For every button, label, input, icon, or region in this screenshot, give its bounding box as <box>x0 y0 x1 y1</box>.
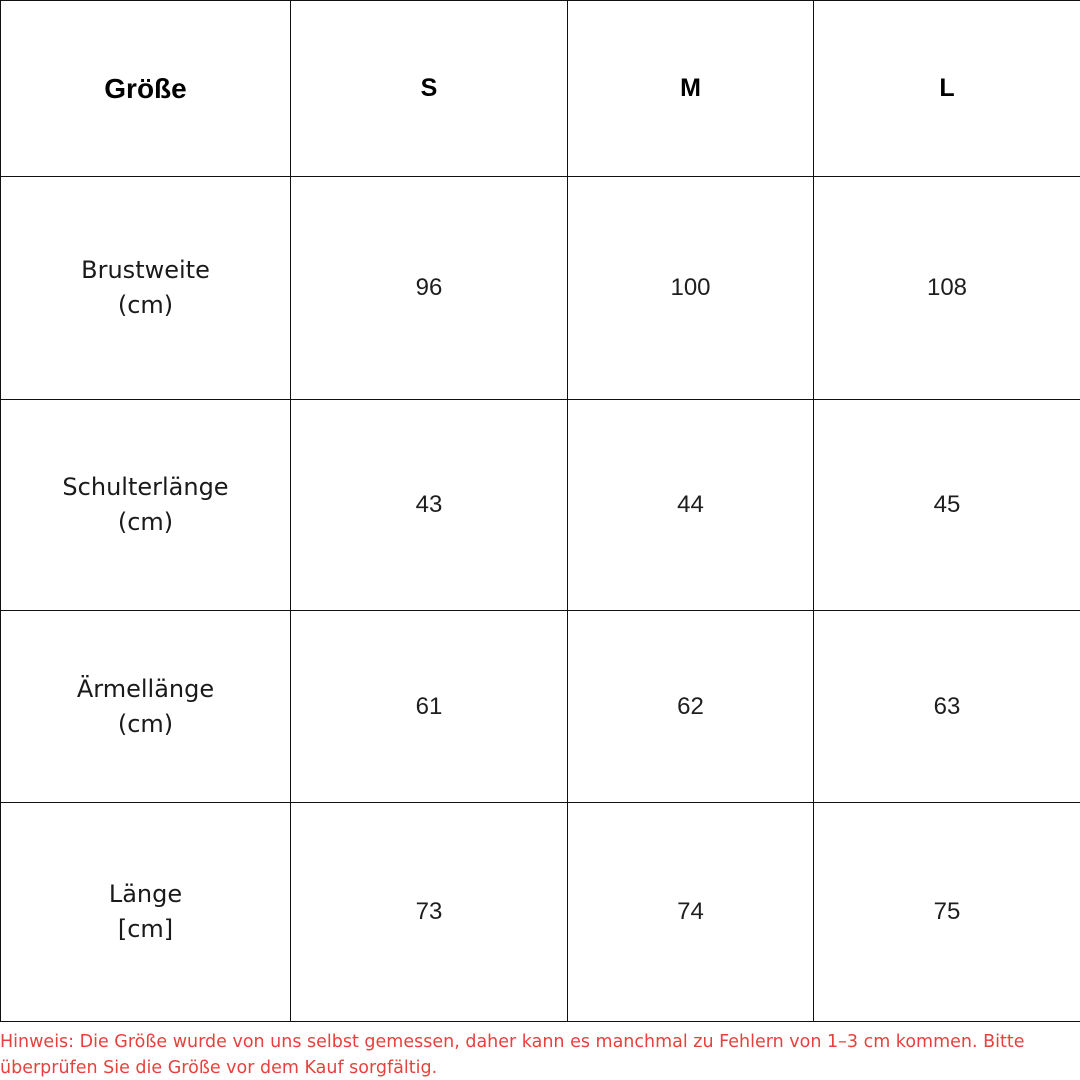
row-label-length <box>1 803 291 1022</box>
table-cell: 96 <box>291 177 568 400</box>
table-cell: 43 <box>291 400 568 611</box>
measurement-note: Hinweis: Die Größe wurde von uns selbst gemessen, daher kann es manchmal zu Fehlern von 1–3 cm kommen. Bitte überprüfen Sie die Größe vor dem Kauf sorgfältig. <box>0 1032 1025 1078</box>
table-cell: 75 <box>814 803 1080 1022</box>
row-label-line1: Länge <box>108 880 183 908</box>
table-row-sleeve <box>1 611 1080 803</box>
row-label-sleeve <box>1 611 291 803</box>
table-row-chest <box>1 177 1080 400</box>
size-header-label: Größe <box>1 1 291 177</box>
size-header-s: S <box>291 1 568 177</box>
table-cell: 44 <box>568 400 814 611</box>
row-label-unit: (cm) <box>117 508 174 536</box>
row-label-unit: [cm] <box>117 915 174 943</box>
row-label-unit: (cm) <box>117 709 174 738</box>
table-cell: 62 <box>568 611 814 803</box>
table-row-length <box>1 803 1080 1022</box>
table-row-shoulder <box>1 400 1080 611</box>
table-cell: 61 <box>291 611 568 803</box>
row-label-chest <box>1 177 291 400</box>
table-cell: 100 <box>568 177 814 400</box>
row-label-line1: Ärmellänge <box>76 674 215 703</box>
table-header-row <box>1 1 1080 177</box>
table-cell: 74 <box>568 803 814 1022</box>
row-label-unit: (cm) <box>117 291 174 319</box>
row-label-line1: Schulterlänge <box>62 473 229 501</box>
table-cell: 108 <box>814 177 1080 400</box>
table-cell: 73 <box>291 803 568 1022</box>
row-label-shoulder <box>1 400 291 611</box>
table-cell: 63 <box>814 611 1080 803</box>
table-cell: 45 <box>814 400 1080 611</box>
size-header-m: M <box>568 1 814 177</box>
size-header-l: L <box>814 1 1080 177</box>
row-label-line1: Brustweite <box>81 256 210 284</box>
